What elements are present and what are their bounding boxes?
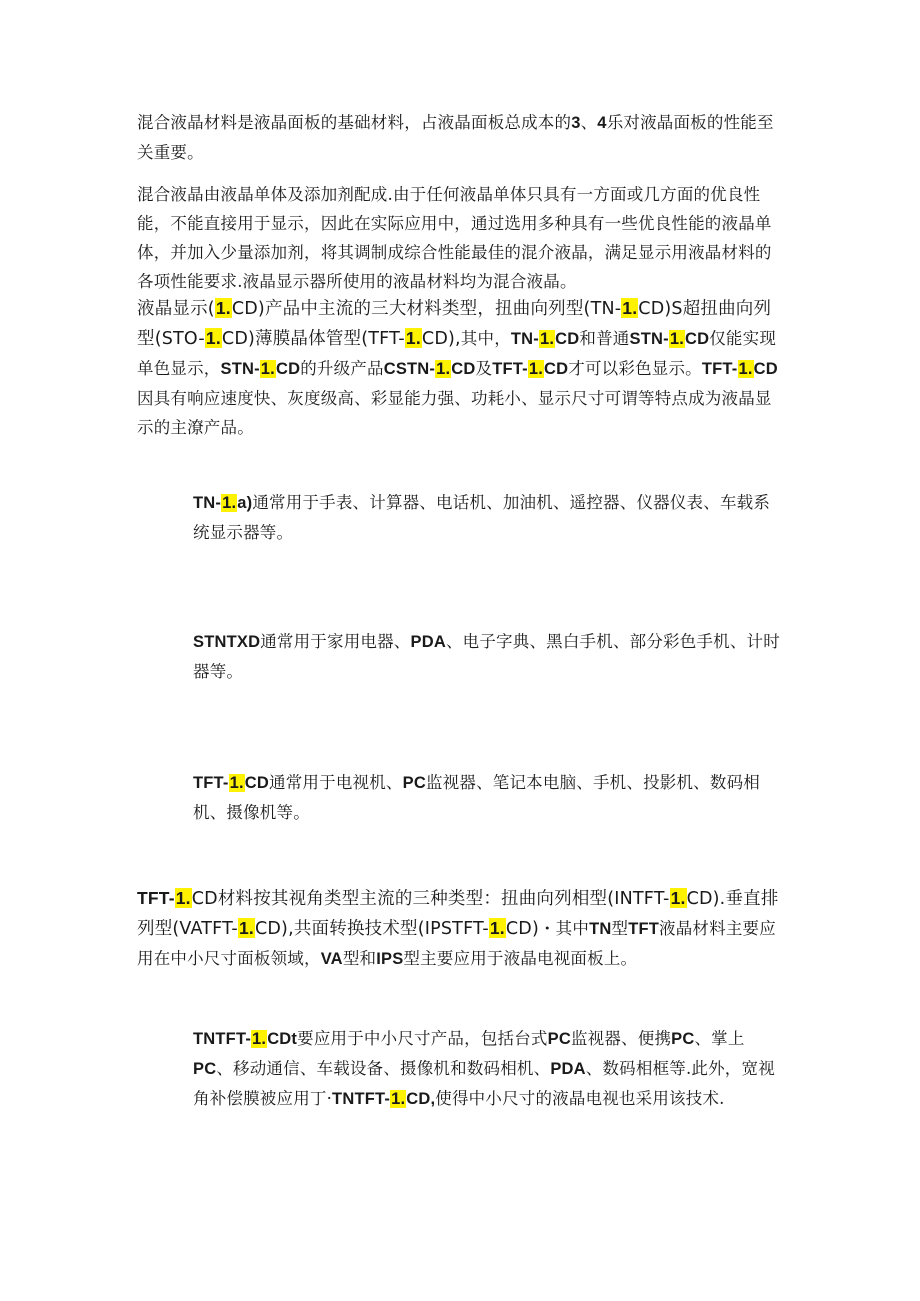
text-run-bold: PC	[671, 1030, 695, 1048]
text-run-bold: TFT-	[193, 774, 229, 792]
text-run: 通常用于手表、计算器、电话机、加油机、遥控器、仪器仪表、车载系统显示器等。	[193, 493, 771, 542]
text-run: 的升级产品	[300, 359, 384, 378]
text-run-bold: STN-	[629, 330, 669, 348]
highlight-mark: 1.	[738, 360, 753, 378]
text-run-bold: CD	[544, 360, 569, 378]
text-run-bold: TFT	[628, 920, 660, 938]
text-run: CD),	[421, 329, 461, 349]
text-run-bold: VA	[320, 950, 343, 968]
highlight-mark: 1.	[540, 330, 555, 348]
text-run-bold: STNTXD	[193, 633, 261, 651]
highlight-mark: 1.	[229, 774, 244, 792]
paragraph-tn-lcd-uses	[193, 488, 783, 547]
highlight-mark: 1.	[622, 298, 638, 318]
text-run-bold: PC	[402, 774, 426, 792]
paragraph-lcd-material-types	[137, 294, 787, 442]
text-run-bold: CDt	[267, 1030, 298, 1048]
text-run: 混合液晶材料是液晶面板的基础材料，占液晶面板总成本的	[137, 113, 572, 132]
text-run-bold: TNTFT-	[193, 1030, 252, 1048]
highlight-mark: 1.	[215, 298, 231, 318]
text-run-bold: PDA	[410, 633, 446, 651]
text-run-bold: 3	[571, 114, 581, 132]
text-run: 、数码相框等.此外，宽视角补偿膜被应用丁·	[193, 1059, 775, 1108]
text-run-bold: PC	[193, 1060, 217, 1078]
paragraph-mixed-liquid-crystal-intro	[137, 108, 787, 167]
text-run: 、掌上	[694, 1029, 745, 1048]
text-run: CD)产品中主流的三大材料类型，扭曲向列型(TN-	[231, 299, 622, 319]
highlight-mark: 1.	[391, 1090, 406, 1108]
text-run-bold: TNTFT-	[332, 1090, 391, 1108]
text-run-bold: a)	[237, 494, 253, 512]
text-run: 型主要应用于液晶电视面板上。	[403, 949, 638, 968]
text-run: CD)薄膜晶体管型(TFT-	[221, 329, 405, 349]
paragraph-tntft-lcd-uses	[193, 1024, 783, 1114]
text-run: CD).垂直排列型(VATFT-	[137, 889, 779, 939]
text-run-bold: TFT-	[492, 360, 528, 378]
text-run: 液晶显示(	[137, 299, 215, 319]
text-run-bold: STN-	[220, 360, 260, 378]
highlight-mark: 1.	[436, 360, 451, 378]
text-run-bold: CD	[451, 360, 476, 378]
text-run: 和普通	[579, 329, 630, 348]
text-run: 才可以彩色显示。	[568, 359, 702, 378]
text-run: 液晶材料主要应用在中小尺寸面板领域，	[137, 919, 776, 968]
text-run-bold: IPS	[376, 950, 404, 968]
text-run: CD),共面转换技术型(IPSTFT-	[254, 919, 489, 939]
text-run: 、	[580, 113, 598, 132]
text-run: 要应用于中小尺寸产品，包括台式	[297, 1029, 548, 1048]
text-run: 乐对液晶面板的性能至关重要。	[137, 113, 774, 162]
text-run: 、电子字典、黑白手机、部分彩色手机、计时器等。	[193, 632, 780, 681]
highlight-mark: 1.	[489, 918, 505, 938]
text-run-bold: TN	[589, 920, 612, 938]
highlight-mark: 1.	[260, 360, 275, 378]
text-run: 监视器、便携	[570, 1029, 672, 1048]
text-run: 型和	[342, 949, 377, 968]
highlight-mark: 1.	[252, 1030, 267, 1048]
text-run: CD)	[505, 919, 539, 939]
text-run: 型	[611, 919, 629, 938]
text-run-bold: 4	[597, 114, 607, 132]
paragraph-mixed-liquid-crystal-composition: 混合液晶由液晶单体及添加剂配成.由于任何液晶单体只具有一方面或几方面的优良性能，不能直接用于显示，因此在实际应用中，通过选用多种具有一些优良性能的液晶单体，并加入少量添加剂，将其调制成综合性能最佳的混介液晶，满足显示用液晶材料的各项性能要求.液晶显示器所使用的液晶材料均为混合液晶。	[137, 185, 772, 291]
text-run-bold: CSTN-	[383, 360, 436, 378]
text-run: 因具有响应速度快、灰度级高、彩显能力强、功耗小、显示尺寸可谓等特点成为液晶显示的主潦产品。	[137, 389, 772, 437]
text-run: CD材料按其视角类型主流的三种类型：扭曲向列相型(INTFT-	[191, 889, 670, 909]
text-run: 及	[475, 359, 493, 378]
highlight-mark: 1.	[669, 330, 684, 348]
highlight-mark: 1.	[222, 494, 237, 512]
text-run: ・其中	[538, 919, 590, 938]
text-run-bold: TN-	[510, 330, 539, 348]
text-run-bold: CD	[275, 360, 301, 378]
text-run-bold: CD	[555, 330, 580, 348]
paragraph-tft-viewing-angle-types	[137, 884, 787, 974]
text-run-bold: TN-	[193, 494, 222, 512]
text-run: 通常用于电视机、	[269, 773, 403, 792]
highlight-mark: 1.	[670, 888, 686, 908]
text-run-bold: CD	[684, 330, 710, 348]
text-run: 通常用于家用电器、	[260, 632, 411, 651]
text-run: 监视器、笔记本电脑、手机、投影机、数码相机、摄像机等。	[193, 773, 760, 822]
text-run-bold: CD,	[406, 1090, 436, 1108]
text-run-bold: CD	[753, 360, 778, 378]
text-run: 、移动通信、车载设备、摄像机和数码相机、	[216, 1059, 551, 1078]
text-run: 使得中小尺寸的液晶电视也采用该技术.	[435, 1089, 725, 1108]
text-run-bold: TFT-	[701, 360, 738, 378]
text-run-bold: PDA	[550, 1060, 586, 1078]
text-run: CD)S超扭曲向列型(STO-	[137, 299, 772, 349]
text-run-bold: PC	[547, 1030, 571, 1048]
text-run-bold: TFT-	[137, 888, 175, 908]
highlight-mark: 1.	[205, 328, 221, 348]
paragraph-stn-lcd-uses	[193, 627, 783, 686]
highlight-mark: 1.	[405, 328, 421, 348]
highlight-mark: 1.	[238, 918, 254, 938]
text-run-bold: CD	[244, 774, 270, 792]
paragraph-tft-lcd-uses	[193, 768, 783, 827]
highlight-mark: 1.	[175, 888, 191, 908]
text-run: 其中，	[460, 329, 511, 348]
highlight-mark: 1.	[528, 360, 544, 378]
text-run: 仅能实现单色显示，	[137, 329, 777, 378]
